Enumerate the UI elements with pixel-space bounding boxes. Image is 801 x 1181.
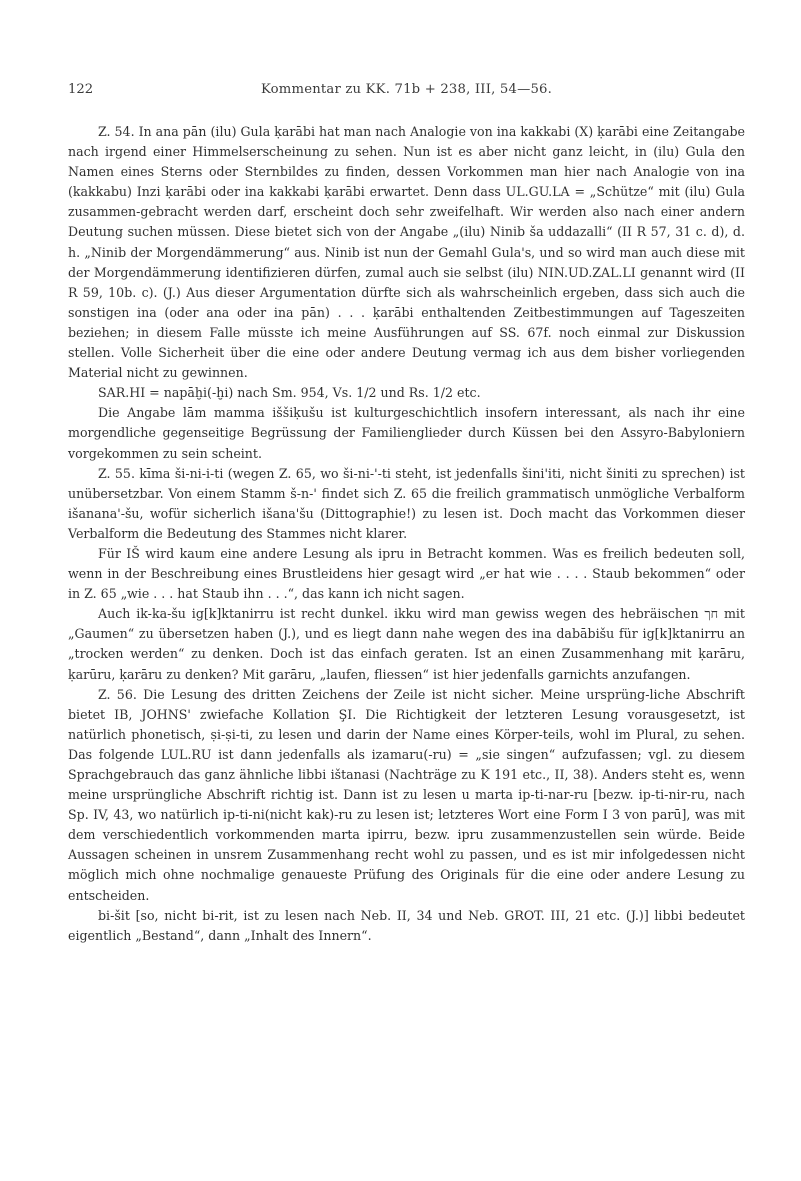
paragraph-z54: Z. 54. In ana pān (ilu) Gula ḳarābi hat man nach Analogie von ina kakkabi (X) ḳarābi eine Zeitangabe nach irgend einer Himmelserscheinung zu sehen. Nun ist es aber nicht ganz leicht, in (ilu) Gula den Namen eines Sterns oder Sternbildes zu finden, dessen Vorkommen man hier nach Analogie von ina (kakkabu) Inzi ḳarābi oder ina kakkabi ḳarābi erwartet. Denn dass UL.GU.LA = „Schütze“ mit (ilu) Gula zusammen-gebracht werden darf, erscheint doch sehr zweifelhaft. Wir werden also nach einer andern Deutung suchen müssen. Diese bietet sich von der Angabe „(ilu) Ninib ša uddazalli“ (II R 57, 31 c. d), d. h. „Ninib der Morgendämmerung“ aus. Ninib ist nun der Gemahl Gula's, und so wird man auch diese mit der Morgendämmerung identifizieren dürfen, zumal auch sie selbst (ilu) NIN.UD.ZAL.LI genannt wird (II R 59, 10b. c). (J.) Aus dieser Argumentation dürfte sich als wahrscheinlich ergeben, dass sich auch die sonstigen ina (oder ana oder ina pān) . . . ḳarābi enthaltenden Zeitbestimmungen auf Tageszeiten beziehen; in diesem Falle müsste ich meine Ausführungen auf SS. 67f. noch einmal zur Diskussion stellen. Volle Sicherheit über die eine oder andere Deutung vermag ich aus dem bisher vorliegenden Material nicht zu gewinnen.	[68, 124, 745, 381]
paragraph-is: Für IŠ wird kaum eine andere Lesung als ipru in Betracht kommen. Was es freilich bedeuten soll, wenn in der Beschreibung eines Brustleidens hier gesagt wird „er hat wie . . . . Staub bekommen“ oder in Z. 65 „wie . . . hat Staub ihn . . .“, das kann ich nicht sagen.	[68, 545, 745, 602]
paragraph-z55: Z. 55. kīma ši-ni-i-ti (wegen Z. 65, wo ši-ni-'-ti steht, ist jedenfalls šini'iti, nicht šiniti zu sprechen) ist unübersetzbar. Von einem Stamm š-n-' findet sich Z. 65 die freilich grammatisch unmögliche Verbalform išanana'-šu, wofür sicherlich išana'šu (Dittographie!) zu lesen ist. Doch macht das Vorkommen dieser Verbalform die Bedeutung des Stammes nicht klarer.	[68, 465, 745, 541]
paragraph-sar-hi: SAR.HI = napāḫi(-ḫi) nach Sm. 954, Vs. 1/2 und Rs. 1/2 etc.	[98, 385, 481, 401]
paragraph-z56: Z. 56. Die Lesung des dritten Zeichens der Zeile ist nicht sicher. Meine ursprüng-liche Abschrift bietet IB, JOHNS' zwiefache Kollation ŞI. Die Richtigkeit der letzteren Lesung vorausgesetzt, ist natürlich phonetisch, ṣi-ṣi-ti, zu lesen und darin der Name eines Körper-teils, wohl im Plural, zu sehen. Das folgende LUL.RU ist dann jedenfalls als izamaru(-ru) = „sie singen“ aufzufassen; vgl. zu diesem Sprachgebrauch das ganz ähnliche libbi ištanasi (Nachträge zu K 191 etc., II, 38). Anders steht es, wenn meine ursprüngliche Abschrift richtig ist. Dann ist zu lesen u marta ip-ti-nar-ru [bezw. ip-ti-nir-ru, nach Sp. IV, 43, wo natürlich ip-ti-ni(nicht kak)-ru zu lesen ist; letzteres Wort eine Form I 3 von parū], was mit dem verschiedentlich vorkommenden marta ipirru, bezw. ipru zusammenzustellen sein würde. Beide Aussagen scheinen in unsrem Zusammenhang recht wohl zu passen, und es ist mir infolgedessen nicht möglich mich ohne nochmalige genaueste Prüfung des Originals für die eine oder andere Lesung zu entscheiden.	[68, 686, 745, 903]
paragraph-bisit: bi-šit [so, nicht bi-rit, ist zu lesen nach Neb. II, 34 und Neb. GROT. III, 21 etc. (J.)] libbi bedeutet eigentlich „Bestand“, dann „Inhalt des Innern“.	[68, 907, 745, 943]
page-header	[68, 82, 745, 102]
page-number: 122	[68, 82, 94, 97]
paragraph-ikkasu: Auch ik-ka-šu ig[k]ktanirru ist recht dunkel. ikku wird man gewiss wegen des hebräischen חך mit „Gaumen“ zu übersetzen haben (J.), und es liegt dann nahe wegen des ina dabābišu für ig[k]ktanirru an „trocken werden“ zu denken. Doch ist das einfach geraten. Ist an einen Zusammenhang mit ḳarāru, ḳarūru, ḳarāru zu denken? Mit garāru, „laufen, fliessen“ ist hier jedenfalls garnichts anzufangen.	[68, 606, 745, 682]
body-text	[68, 122, 745, 946]
running-head: Kommentar zu KK. 71b + 238, III, 54—56.	[260, 82, 553, 97]
paragraph-angabe: Die Angabe lām mamma iššiḳušu ist kulturgeschichtlich insofern interessant, als nach ihr eine morgendliche gegenseitige Begrüssung der Familienglieder durch Küssen bei den Assyro-Babyloniern vorgekommen zu sein scheint.	[68, 405, 745, 461]
